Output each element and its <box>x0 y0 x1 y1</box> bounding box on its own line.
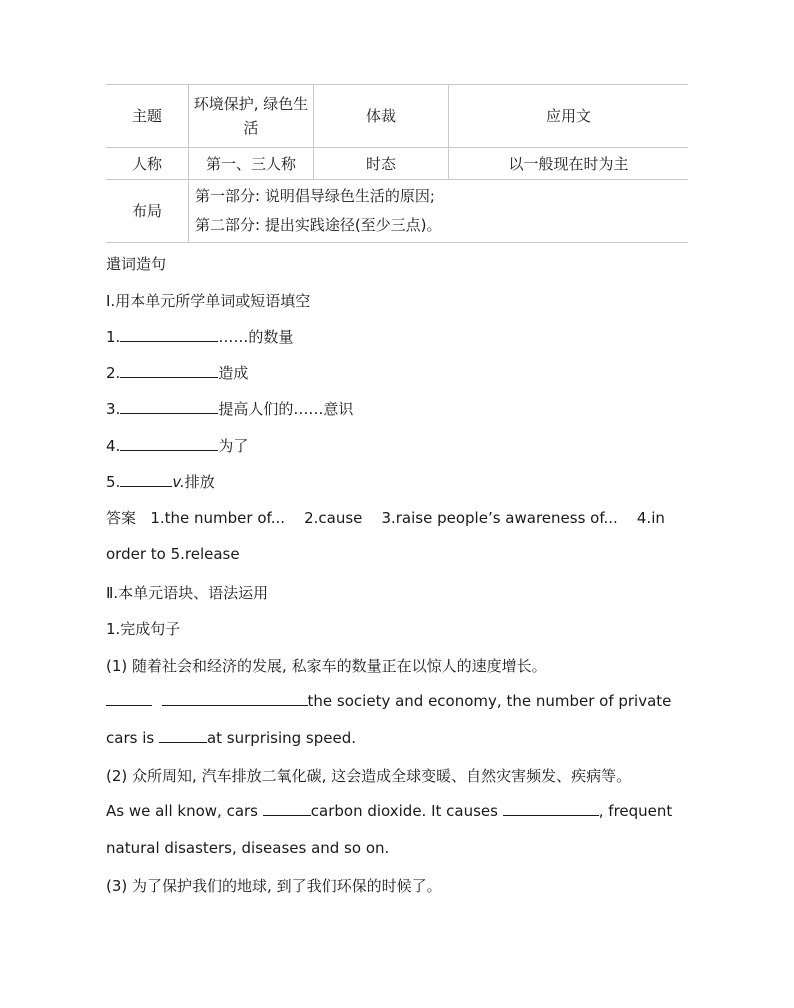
fill-blank[interactable] <box>503 800 599 816</box>
fill-blank[interactable] <box>120 398 218 414</box>
answer-label: 答案 <box>106 509 137 527</box>
theme-value-line1: 环境保护, 绿色生 <box>193 95 309 113</box>
answer-line-1 <box>106 507 665 529</box>
question-number: (2) <box>106 767 128 785</box>
table-row <box>106 180 688 243</box>
sentence-text: , frequent <box>598 802 673 820</box>
sentence-text: at surprising speed. <box>206 729 357 747</box>
person-value: 第一、三人称 <box>189 148 314 180</box>
fill-blank[interactable] <box>120 435 218 451</box>
question-1-chinese <box>106 655 547 677</box>
list-item <box>106 471 215 493</box>
layout-label: 布局 <box>106 180 189 243</box>
fill-blank[interactable] <box>106 690 152 706</box>
question-1-english-1 <box>106 690 671 712</box>
question-2-chinese <box>106 765 631 787</box>
list-item <box>106 435 248 457</box>
tense-label: 时态 <box>314 148 449 180</box>
question-text: 随着社会和经济的发展, 私家车的数量正在以惊人的速度增长。 <box>132 657 547 675</box>
person-label: 人称 <box>106 148 189 180</box>
layout-part2: 第二部分: 提出实践途径(至少三点)。 <box>195 216 442 234</box>
question-3-chinese <box>106 875 442 897</box>
tense-value: 以一般现在时为主 <box>449 148 689 180</box>
part2-title: Ⅱ.本单元语块、语法运用 <box>106 584 269 602</box>
theme-value-line2: 活 <box>243 119 259 137</box>
list-item <box>106 326 293 348</box>
fill-blank[interactable] <box>120 326 218 342</box>
fill-blank[interactable] <box>263 800 311 816</box>
part-of-speech: v. <box>172 473 185 491</box>
section-title: 遣词造句 <box>106 255 167 273</box>
question-number: (1) <box>106 657 128 675</box>
question-1-english-2 <box>106 727 356 749</box>
sentence-text: carbon dioxide. It causes <box>310 802 498 820</box>
sentence-text: the society and economy, the number of private <box>307 692 672 710</box>
part1-title: Ⅰ.用本单元所学单词或短语填空 <box>106 292 311 310</box>
item-number: 5. <box>106 473 121 491</box>
item-text: 提高人们的……意识 <box>218 400 354 418</box>
theme-value <box>189 85 314 148</box>
theme-label: 主题 <box>106 85 189 148</box>
item-text: ……的数量 <box>218 328 294 346</box>
sentence-text: cars is <box>106 729 155 747</box>
item-text: 为了 <box>218 437 249 455</box>
question-2-english-1 <box>106 800 672 822</box>
item-number: 1. <box>106 328 121 346</box>
question-text: 众所周知, 汽车排放二氧化碳, 这会造成全球变暖、自然灾害频发、疾病等。 <box>132 767 632 785</box>
genre-label: 体裁 <box>314 85 449 148</box>
part2-subtitle: 1.完成句子 <box>106 620 181 638</box>
item-text: 造成 <box>218 364 249 382</box>
item-number: 4. <box>106 437 121 455</box>
table-row <box>106 85 688 148</box>
fill-blank[interactable] <box>120 362 218 378</box>
question-number: (3) <box>106 877 128 895</box>
question-2-english-2: natural disasters, diseases and so on. <box>106 839 390 857</box>
fill-blank[interactable] <box>120 471 172 487</box>
overview-table <box>106 84 688 243</box>
layout-value <box>189 180 689 243</box>
list-item <box>106 398 353 420</box>
table-row <box>106 148 688 180</box>
fill-blank[interactable] <box>159 727 207 743</box>
answer-line-2: order to 5.release <box>106 545 240 563</box>
sentence-text: As we all know, cars <box>106 802 258 820</box>
fill-blank[interactable] <box>162 690 308 706</box>
question-text: 为了保护我们的地球, 到了我们环保的时候了。 <box>132 877 442 895</box>
list-item <box>106 362 248 384</box>
genre-value: 应用文 <box>449 85 689 148</box>
layout-part1: 第一部分: 说明倡导绿色生活的原因; <box>195 187 435 205</box>
item-number: 3. <box>106 400 121 418</box>
item-number: 2. <box>106 364 121 382</box>
item-text: 排放 <box>184 473 215 491</box>
answer-text: 1.the number of... 2.cause 3.raise people’s awareness of... 4.in <box>150 509 665 527</box>
